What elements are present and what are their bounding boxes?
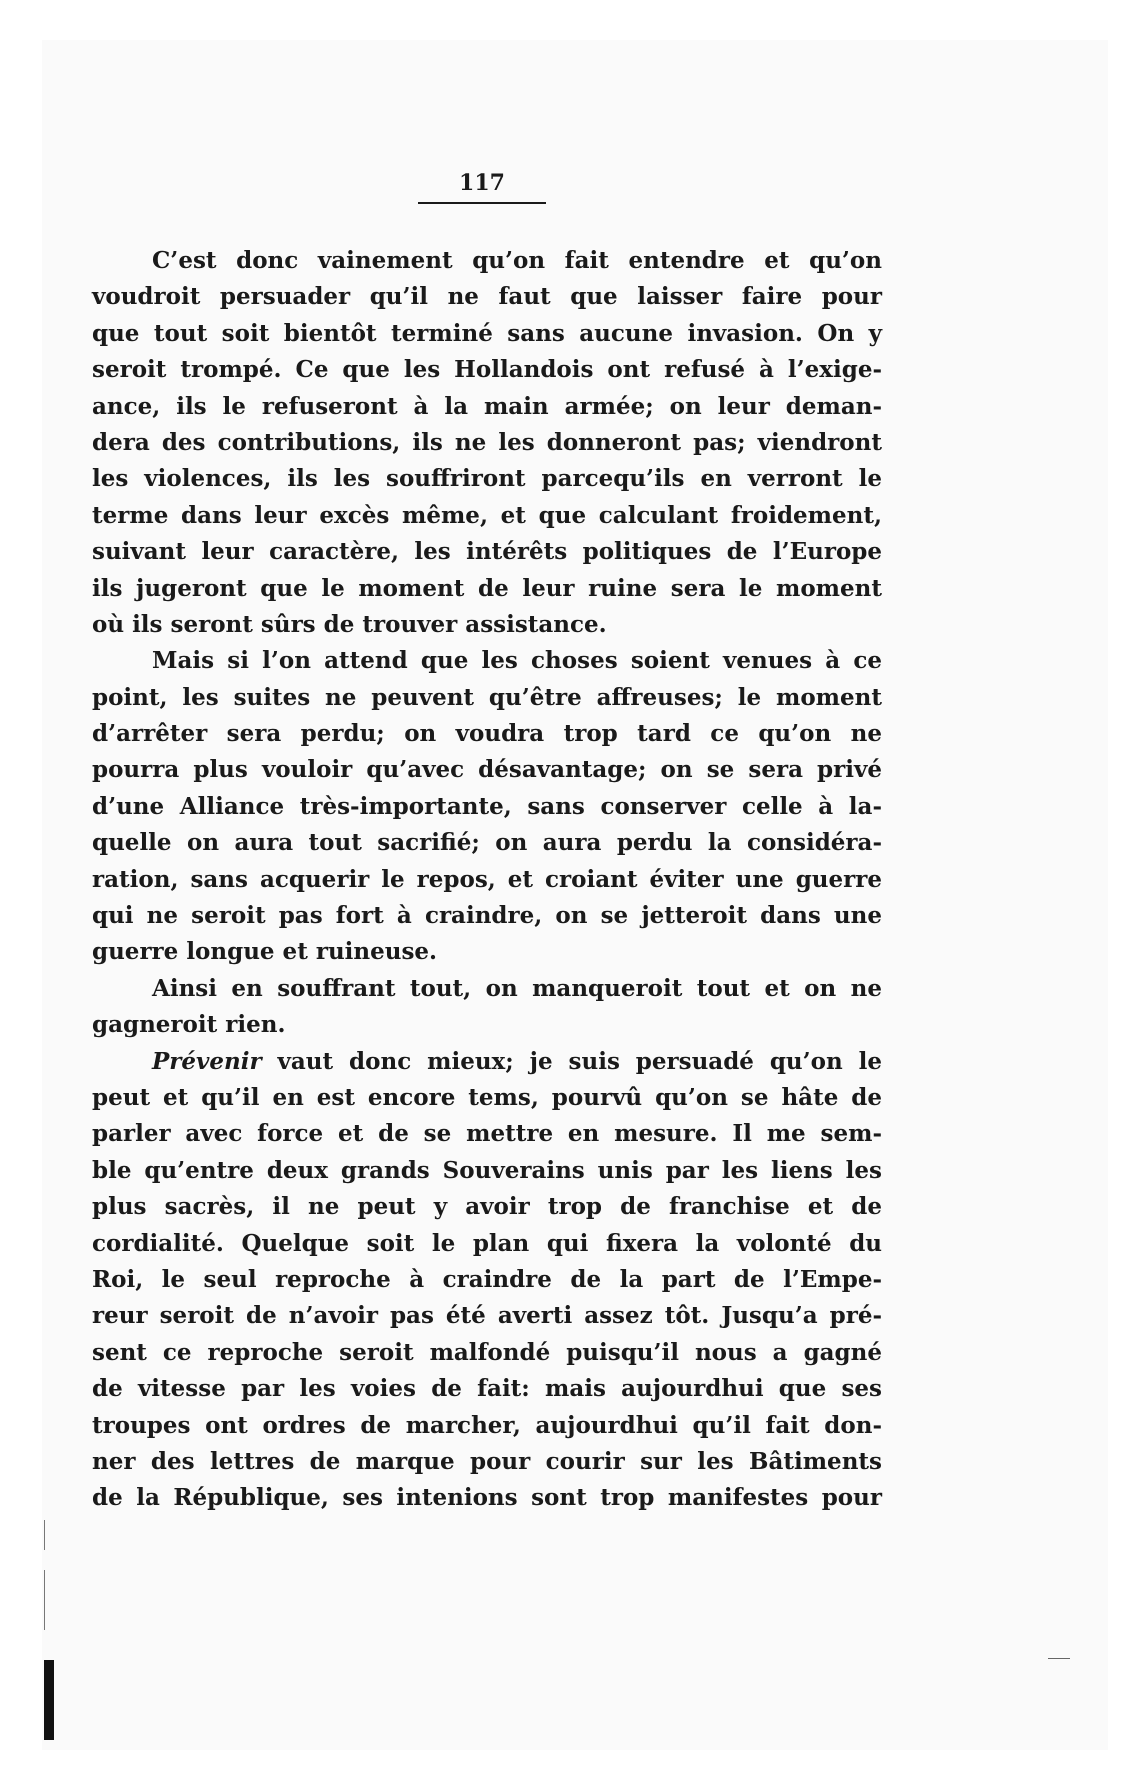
text-line: troupes ont ordres de marcher, aujourdhui qu’il fait don-: [92, 1411, 882, 1439]
margin-bar: [44, 1660, 54, 1740]
text-line: de la République, ses intenions sont trop manifestes pour: [92, 1484, 882, 1512]
margin-dash: [1048, 1658, 1070, 1659]
text-line: ils jugeront que le moment de leur ruine sera le moment: [92, 574, 882, 602]
text-line: plus sacrès, il ne peut y avoir trop de franchise et de: [92, 1193, 882, 1221]
text-line: que tout soit bientôt terminé sans aucune invasion. On y: [92, 319, 882, 347]
text-line: voudroit persuader qu’il ne faut que laisser faire pour: [92, 283, 882, 311]
text-line: seroit trompé. Ce que les Hollandois ont refusé à l’exige-: [92, 356, 882, 384]
text-line: Mais si l’on attend que les choses soient venues à ce: [152, 647, 882, 675]
margin-mark: [44, 1520, 45, 1550]
text-line: ner des lettres de marque pour courir sur les Bâtiments: [92, 1447, 882, 1475]
italic-word: Prévenir: [152, 1047, 262, 1075]
text-line: point, les suites ne peuvent qu’être affreuses; le moment: [92, 683, 882, 711]
text-line: guerre longue et ruineuse.: [92, 938, 438, 966]
text-line: où ils seront sûrs de trouver assistance.: [92, 610, 607, 638]
text-line: Roi, le seul reproche à craindre de la part de l’Empe-: [92, 1265, 882, 1293]
text-line: parler avec force et de se mettre en mesure. Il me sem-: [92, 1120, 882, 1148]
text-line: peut et qu’il en est encore tems, pourvû qu’on se hâte de: [92, 1083, 882, 1111]
text-line-rest: vaut donc mieux; je suis persuadé qu’on le: [261, 1047, 882, 1075]
text-line: Ainsi en souffrant tout, on manqueroit tout et on ne: [152, 974, 882, 1002]
text-line: ration, sans acquerir le repos, et croiant éviter une guerre: [92, 865, 882, 893]
text-line: les violences, ils les souffriront parcequ’ils en verront le: [92, 465, 882, 493]
text-line: d’arrêter sera perdu; on voudra trop tard ce qu’on ne: [92, 720, 882, 748]
page-number: 117: [459, 170, 505, 196]
text-line: d’une Alliance très-importante, sans conserver celle à la-: [92, 792, 882, 820]
text-line: qui ne seroit pas fort à craindre, on se jetteroit dans une: [92, 902, 882, 930]
text-line: C’est donc vainement qu’on fait entendre et qu’on: [152, 247, 882, 274]
body-text: [92, 243, 882, 1517]
header-rule: [418, 202, 546, 204]
text-line: reur seroit de n’avoir pas été averti assez tôt. Jusqu’a pré-: [92, 1302, 882, 1330]
text-line: pourra plus vouloir qu’avec désavantage; on se sera privé: [92, 756, 882, 784]
text-line: [92, 1044, 882, 1080]
text-line: de vitesse par les voies de fait: mais aujourdhui que ses: [92, 1375, 882, 1403]
text-line: quelle on aura tout sacrifié; on aura perdu la considéra-: [92, 829, 882, 857]
text-line: terme dans leur excès même, et que calculant froidement,: [92, 501, 882, 529]
text-line: cordialité. Quelque soit le plan qui fixera la volonté du: [92, 1229, 882, 1257]
text-line: dera des contributions, ils ne les donneront pas; viendront: [92, 428, 882, 456]
margin-mark: [44, 1570, 45, 1630]
text-line: suivant leur caractère, les intérêts politiques de l’Europe: [92, 538, 882, 566]
text-line: gagneroit rien.: [92, 1011, 286, 1039]
text-line: ble qu’entre deux grands Souverains unis par les liens les: [92, 1156, 882, 1184]
text-line: sent ce reproche seroit malfondé puisqu’il nous a gagné: [92, 1338, 882, 1366]
text-line: ance, ils le refuseront à la main armée; on leur deman-: [92, 392, 882, 420]
